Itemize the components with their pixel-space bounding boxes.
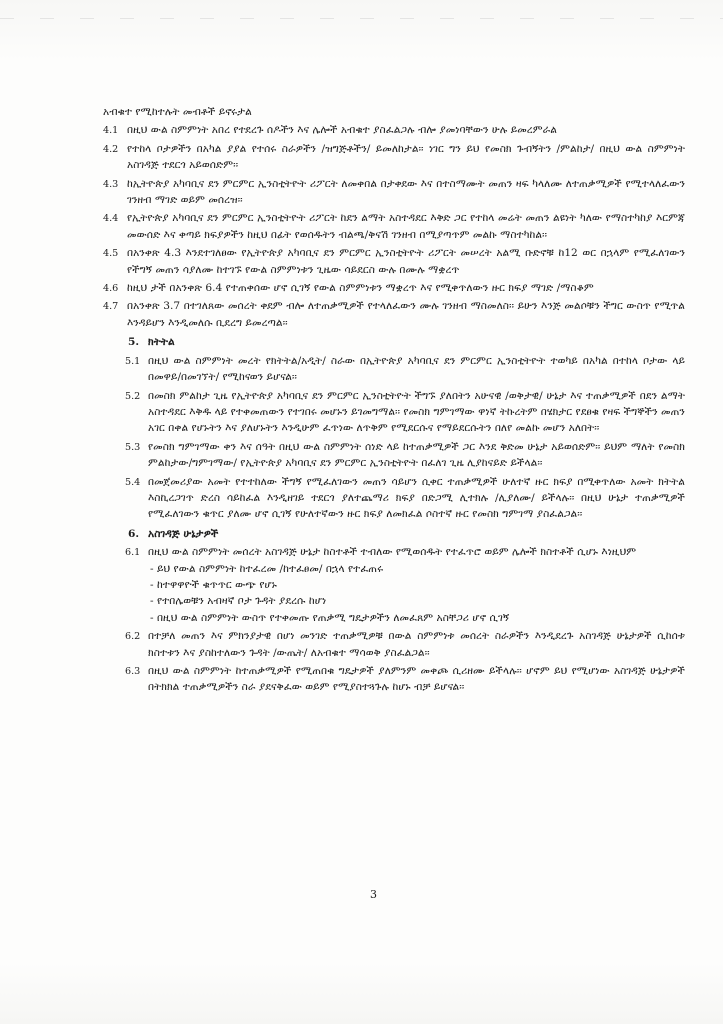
list-item: - ይህ የውል ስምምነት ከተፈረመ /ከተፈፀመ/ በኋላ የተፈጠሩ — [150, 561, 685, 577]
clause-4-4: 4.4 የኢትዮጵያ አካባቢና ደን ምርምር ኢንስቲትዮት ሪፖርት ከደን ልማት አስተዳደር እቅድ ጋር የተከላ መሬት መጠን ልዩነት ካለው የማስተካከያ እርምጃ መውሰድ እና ቀጣይ ክፍያዎችን ከዚህ በፊት የወሰዱትን ብልጫ/ቅናሽ ገንዘብ በሚያጣጥም መልኩ ማስተካከል፡፡ — [103, 212, 685, 241]
clause-5-2: 5.2 በመስክ ምልከታ ጊዜ የኢትዮጵያ አካባቢና ደን ምርምር ኢንስቲትዮት ችግኙ ያለበትን አሁናዊ /ወቅታዊ/ ሁኔታ እና ተጠቃሚዎች በደን ልማት አስተዳደር እቅዱ ላይ የተቀመጠውን የተገበሩ መሆኑን ይገመግማል፡፡ የመስክ ግምገማው ዋነኛ ትኩረትም በሄክታር የደፀቁ የዛፍ ችግኞችን መጠን አገር በቀል የሆኑትን እና ያለሆኑትን እንዲሁም ፈጥነው ለጥቅም የሚደርሱና የማይደርሱትን በለየ መልኩ መሆን አለበት፡፡ — [125, 389, 685, 435]
clause-5-3: 5.3 የመስክ ግምገማው ቀን እና ሰዓት በዚህ ውል ስምምነት ሰነድ ላይ ከተጠቃሚዎች ጋር እንደ ቅድመ ሁኔታ አይወሰድም፡፡ ይህም ማለት የመስክ ምልከታው/ግምገማው/ የኢትዮጵያ አካባቢና ደን ምርምር ኢንስቲትዮት በፈለገ ጊዜ ሊያከናይድ ይችላል፡፡ — [125, 440, 685, 470]
clause-4-7: 4.7 በአንቀጽ 3.7 በተገለጸው መሰረት ቀደም ብሎ ለተጠቃሚዎች የተላለፈውን ሙሉ ገንዘብ ማስመለስ፡፡ ይሁን እንጅ መልሶቹን ችግር ውስጥ የሚጥል እንዳይሆን እንዲመለሱ ቢደረግ ይመረጣል፡፡ — [103, 300, 685, 329]
section-6-title: 6. አስገዳጅ ሁኔታዎች — [128, 527, 219, 540]
section-5-title: 5. ክትትል — [128, 336, 175, 349]
list-item: - ከተዋዋዮች ቁጥጥር ውጭ የሆኑ — [150, 577, 685, 593]
page-number: 3 — [370, 888, 377, 901]
clause-6-1: 6.1 በዚህ ውል ስምምነት መሰረት አስገዳጅ ሁኔታ ከስተቶች ተብለው የሚወሰዱት የተፈጥሮ ወይም ሌሎች ክስተቶች ሲሆኑ እነዚህም - ይህ የውል ስምምነት ከተፈረመ /ከተፈፀመ/ በኋላ የተፈጠሩ - ከተዋዋዮች ቁጥጥር ውጭ የሆኑ - የተበሌወቹን አብዛኛ ቦታ ጉዳት ያደረሱ ከሆነ - በዚህ ውል ስምምነት ውስጥ የተቀመጡ የጠቃሚ ግዴታዎችን ለመፈጸም አስቸጋሪ ሆኖ ሲገኝ — [100, 544, 685, 626]
force-majeure-list — [148, 561, 685, 627]
clause-5-1: 5.1 በዚህ ውል ስምምነት መረት የክትትል/አዲት/ ስራው በኢትዮጵያ አካባቢና ደን ምርምር ኢንስቲትዮት ተወካይ በአካል በተከላ ቦታው ላይ በመዋይ/በመገኘት/ የሚከናወን ይሆናል፡፡ — [125, 354, 685, 384]
clause-4-5: 4.5 በአንቀጽ 4.3 እንደተገለፀው የኢትዮጵያ አካባቢና ደን ምርምር ኢንስቲትዮት ሪፖርት መሠረት አልሚ ቡድኖቹ ከ12 ወር በኋላም የሚፈለገውን የችግኝ መጠን ሳያለሙ ከተገኙ የውል ስምምነቱን ጊዜው ሳይደርስ ውሉ በሙሉ ማቋረጥ — [103, 247, 685, 276]
list-item: - በዚህ ውል ስምምነት ውስጥ የተቀመጡ የጠቃሚ ግዴታዎችን ለመፈጸም አስቸጋሪ ሆኖ ሲገኝ — [150, 610, 685, 626]
clause-4-1: 4.1 በዚህ ውል ስምምነት አበረ የተደረጉ ሰዶችን እና ሌሎች አብቁተ ያስፈልጋሉ ብሎ ያመነባቸውን ሁሉ ይመረምራል — [103, 124, 557, 137]
list-item: - የተበሌወቹን አብዛኛ ቦታ ጉዳት ያደረሱ ከሆነ — [150, 593, 685, 609]
document-body — [100, 104, 685, 698]
clauses-4 — [100, 122, 685, 331]
scan-edge-artifact — [0, 18, 723, 19]
clause-6-2: 6.2 በተቻለ መጠን እና ምክንያታዊ በሆነ መንገድ ተጠቃሚዎቹ በውል ስምምነቱ መሰረት ስራዎችን እንዲደረጉ አስገዳጅ ሁኔታዎች ሲከሰቱ ክስተቱን እና ያስከተለውን ጉዳት /ውጤት/ ለአብቁተ ማሳወቅ ያስፈልጋል፡፡ — [125, 630, 685, 659]
clause-6-3: 6.3 በዚህ ውል ስምምነት ከተጠቃሚዎች የሚጠበቁ ግዴታዎች ያለምንም መቀጮ ሲሪዘሙ ይችላሉ፡፡ ሆኖም ይህ የሚሆነው አስገዳጅ ሁኔታዎች በትክክል ተጠቃሚዎችን ስራ ያደናቅፈው ወይም የሚያስተጓጉሉ ከሆኑ ብቻ ይሆናል፡፡ — [125, 665, 685, 694]
clause-4-6: 4.6 ከዚህ ታች በአንቀጽ 6.4 የተጠቀሰው ሆኖ ሲገኝ የውል ስምምነቱን ማቋረጥ እና የሚቀጥለውን ዙር ክፍያ ማገድ /ማስቆም — [103, 282, 594, 295]
clause-5-4: 5.4 በመጀመሪያው አመት የተተከለው ችግኝ የሚፈለገውን መጠን ሳይሆን ሲቀር ተጠቃሚዎች ሁለተኛ ዙር ክፍያ በሚቀጥለው አመት ክትትል እስኪረጋገጥ ድረስ ሳይከፈል እንዲዘገይ ተደርጎ ያለተጨማሪ ክፍያ በድጋሚ ሊተክሉ /ሊያለሙ/ ይችላሉ፡፡ በዚህ ሁኔታ ተጠቃሚዎች የሚፈለገውን ቁጥር ያለሙ ሆኖ ሲገኝ የሁለተኛውን ዙር ክፍያ ለመክፈል ሶስተኛ ዙር የመስክ ግምገማ ያስፈልጋል፡፡ — [125, 475, 685, 521]
clause-4-2: 4.2 የተከላ ቦታዎችን በአካል ያያል የተሰሩ ስራዎችን /ዝግጅቶችን/ ይመለከታል፡፡ ነገር ግን ይህ የመስክ ጉብኝትን /ምልከታ/ በዚህ ውል ስምምነት አስገዳጅ ተደርጎ አይወሰድም፡፡ — [103, 142, 685, 172]
clause-4-3: 4.3 ከኢትዮጵያ አካባቢና ደን ምርምር ኢንስቲትዮት ሪፖርት ለመቀበል በታቀደው እና በተስማሙት መጠን ዛፍ ካላለሙ ለተጠቃሚዎች የሚተላለፈውን ገንዘብ ማገድ ወይም መሰረዝ፡፡ — [103, 177, 685, 207]
intro-line: አብቁተ የሚከተሉት መብቶች ይኖሩታል — [103, 106, 252, 118]
